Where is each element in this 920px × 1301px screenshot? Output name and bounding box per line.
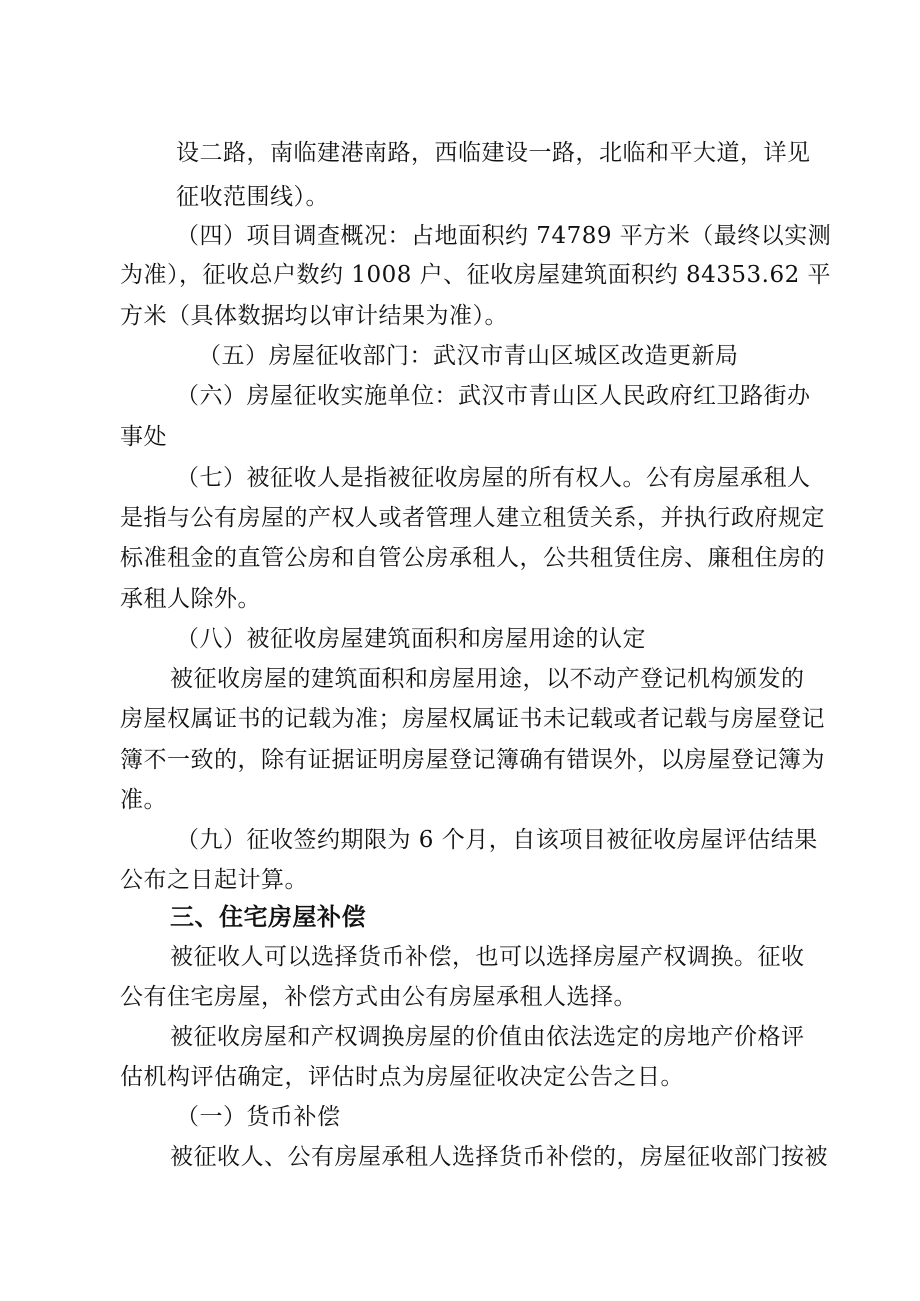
text-line: 房屋权属证书的记载为准；房屋权属证书未记载或者记载与房屋登记 (120, 706, 825, 732)
text-line: 公布之日起计算。 (120, 867, 308, 893)
text-line: （六）房屋征收实施单位：武汉市青山区人民政府红卫路街办 (176, 383, 811, 409)
text-line: （五）房屋征收部门：武汉市青山区城区改造更新局 (198, 343, 739, 369)
text-line: 事处 (120, 424, 167, 450)
text-line: 被征收房屋和产权调换房屋的价值由依法选定的房地产价格评 (170, 1024, 805, 1050)
section-heading: 三、住宅房屋补偿 (170, 903, 366, 931)
text-line: 方米（具体数据均以审计结果为准）。 (120, 303, 508, 329)
text-line: 标准租金的直管公房和自管公房承租人，公共租赁住房、廉租住房的 (120, 545, 825, 571)
text-line: （四）项目调查概况：占地面积约 74789 平方米（最终以实测 (176, 223, 832, 249)
text-line: 是指与公有房屋的产权人或者管理人建立租赁关系，并执行政府规定 (120, 505, 825, 531)
text-line: 簿不一致的，除有证据证明房屋登记簿确有错误外，以房屋登记簿为 (120, 747, 825, 773)
text-line: 公有住宅房屋，补偿方式由公有房屋承租人选择。 (120, 984, 637, 1010)
text-line: 设二路，南临建港南路，西临建设一路，北临和平大道，详见 (176, 140, 811, 166)
text-line: （七）被征收人是指被征收房屋的所有权人。公有房屋承租人 (176, 465, 811, 491)
section-subheading: （八）被征收房屋建筑面积和房屋用途的认定 (176, 626, 646, 652)
text-line: 为准），征收总户数约 1008 户、征收房屋建筑面积约 84353.62 平 (120, 262, 832, 288)
text-line: 征收范围线）。 (176, 184, 329, 210)
text-line: 被征收房屋的建筑面积和房屋用途，以不动产登记机构颁发的 (170, 666, 805, 692)
text-line: 被征收人可以选择货币补偿，也可以选择房屋产权调换。征收 (170, 944, 805, 970)
section-subheading: （一）货币补偿 (176, 1104, 341, 1130)
text-line: 估机构评估确定，评估时点为房屋征收决定公告之日。 (120, 1064, 684, 1090)
text-line: 被征收人、公有房屋承租人选择货币补偿的，房屋征收部门按被 (170, 1144, 828, 1170)
text-line: 承租人除外。 (120, 586, 261, 612)
text-line: （九）征收签约期限为 6 个月，自该项目被征收房屋评估结果 (176, 827, 818, 853)
text-line: 准。 (120, 787, 167, 813)
